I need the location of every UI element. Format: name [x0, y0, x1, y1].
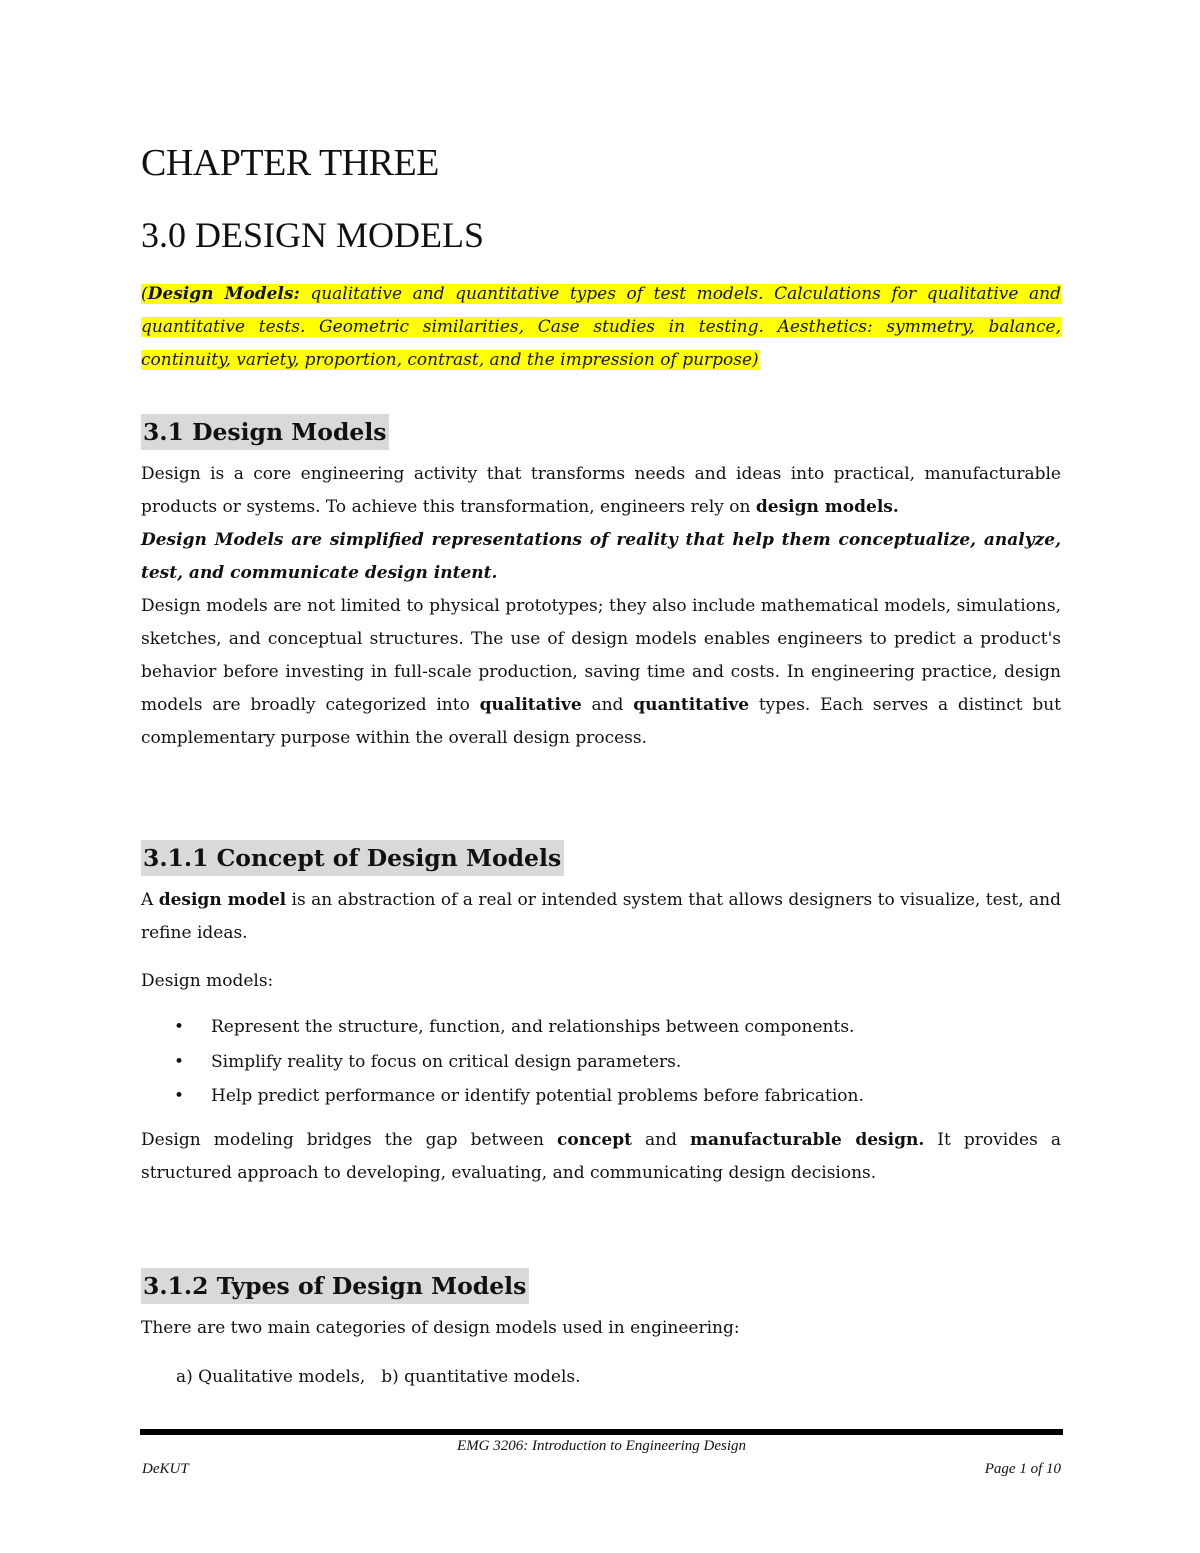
- text-span: Design is a core engineering activity that transforms needs and ideas into practical, manufacturable products or systems. To achieve this transformation, engineers rely on: [141, 464, 1061, 517]
- footer-course: EMG 3206: Introduction to Engineering Design: [457, 1438, 746, 1454]
- list-item-text: Help predict performance or identify potential problems before fabrication.: [211, 1086, 864, 1106]
- types-list: [176, 1361, 581, 1394]
- summary-text: qualitative and quantitative types of test models. Calculations for qualitative and quantitative tests. Geometric similarities, Case studies in testing. Aesthetics: symmetry, balance, continuity, variety, proportion, contrast, and the impression of purpose): [141, 284, 1061, 370]
- bold-term: quantitative: [633, 695, 750, 715]
- chapter-title: CHAPTER THREE: [141, 142, 439, 184]
- definition-text: Design Models are simplified representations of reality that help them conceptualize, analyze, test, and communicate design intent.: [141, 530, 1061, 583]
- list-item: [141, 1045, 1061, 1080]
- footer-page-number: Page 1 of 10: [984, 1461, 1061, 1477]
- heading-3-1-1: 3.1.1 Concept of Design Models: [141, 840, 564, 876]
- heading-3-1: 3.1 Design Models: [141, 414, 389, 450]
- bold-term: qualitative: [479, 695, 582, 715]
- bold-term: design models.: [755, 497, 899, 517]
- modeling-paragraph: [141, 1124, 1061, 1190]
- type-a: a) Qualitative models,: [176, 1367, 366, 1387]
- text-span: is an abstraction of a real or intended system that allows designers to visualize, test, and refine ideas.: [141, 890, 1061, 943]
- design-models-intro: Design models:: [141, 971, 274, 991]
- type-b: b) quantitative models.: [381, 1367, 581, 1387]
- summary-open-paren: (: [141, 284, 148, 304]
- list-item-text: Represent the structure, function, and relationships between components.: [211, 1017, 855, 1037]
- section-title: 3.0 DESIGN MODELS: [141, 215, 485, 255]
- concept-paragraph: [141, 884, 1061, 950]
- chapter-summary: [141, 278, 1061, 377]
- text-span: It provides a structured approach to developing, evaluating, and communicating design decisions.: [141, 1130, 1061, 1183]
- bold-term: design model: [158, 890, 287, 910]
- list-item-text: Simplify reality to focus on critical design parameters.: [211, 1051, 682, 1072]
- bullet-icon: •: [174, 1051, 185, 1072]
- text-span: Design modeling bridges the gap between: [141, 1130, 558, 1150]
- footer-institution: DeKUT: [142, 1461, 189, 1477]
- text-span: and: [632, 1130, 691, 1150]
- text-span: A: [141, 890, 159, 910]
- summary-lead: Design Models:: [147, 284, 300, 304]
- footer-rule: [140, 1429, 1063, 1435]
- bullet-icon: •: [174, 1017, 185, 1037]
- text-span: types. Each serves a distinct but complementary purpose within the overall design process.: [141, 695, 1061, 748]
- bullet-icon: •: [174, 1086, 185, 1106]
- design-models-list: [141, 1010, 1061, 1114]
- list-item: [141, 1010, 1061, 1045]
- section-3-1-body: [141, 458, 1061, 755]
- types-intro: There are two main categories of design models used in engineering:: [141, 1318, 740, 1338]
- bold-term: concept: [557, 1130, 632, 1150]
- list-item: [141, 1079, 1061, 1114]
- text-span: and: [581, 695, 634, 715]
- summary-highlight: [141, 284, 1061, 370]
- heading-3-1-2: 3.1.2 Types of Design Models: [141, 1268, 529, 1304]
- text-span: Design models are not limited to physical prototypes; they also include mathematical models, simulations, sketches, and conceptual structures. The use of design models enables engineers to predict a product's behavior before investing in full-scale production, saving time and costs. In engineering practice, design models are broadly categorized into: [141, 596, 1061, 715]
- bold-term: manufacturable design.: [690, 1130, 925, 1150]
